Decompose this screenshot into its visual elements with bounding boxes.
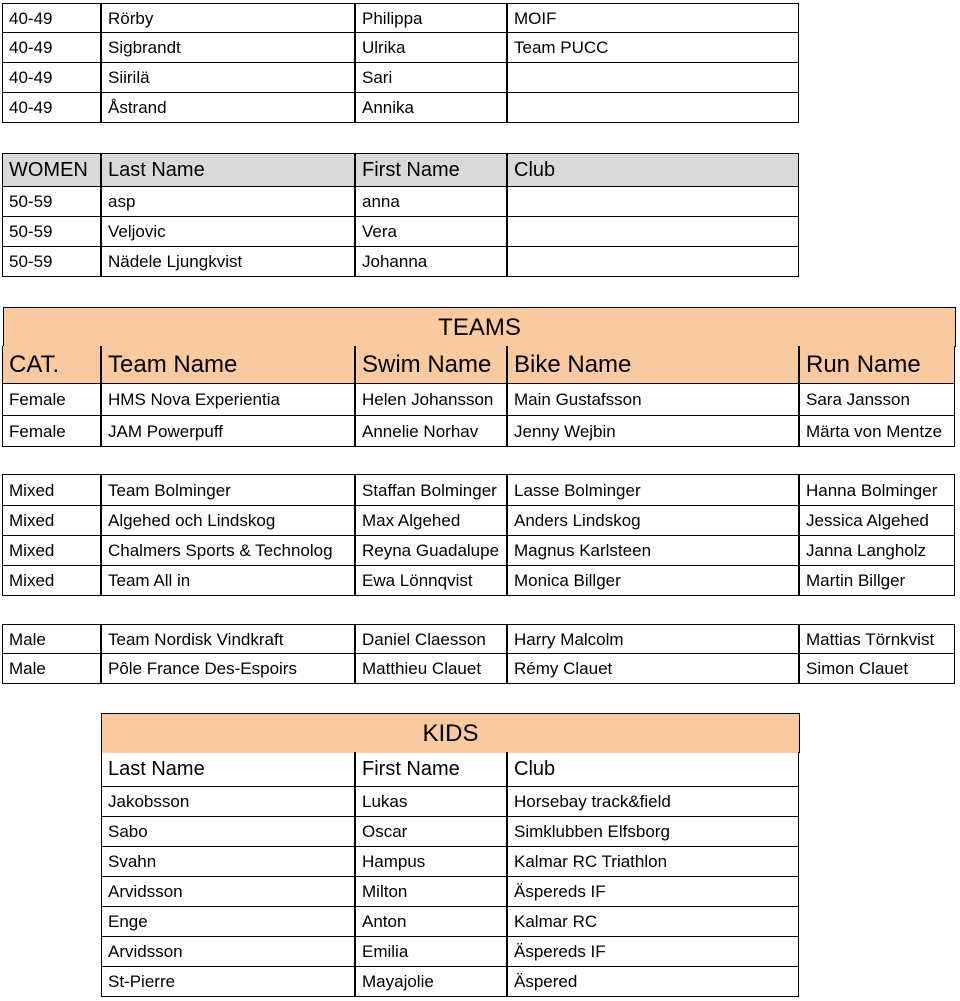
cat-cell: 50-59 bbox=[2, 187, 101, 217]
first-name-cell: Sari bbox=[355, 63, 507, 93]
team-name-cell: Team All in bbox=[101, 566, 355, 596]
bike-name-cell: Anders Lindskog bbox=[507, 506, 799, 536]
bike-name-cell: Magnus Karlsteen bbox=[507, 536, 799, 566]
bike-name-cell: Main Gustafsson bbox=[507, 384, 799, 416]
team-name-cell: Chalmers Sports & Technolog bbox=[101, 536, 355, 566]
club-cell bbox=[507, 217, 799, 247]
last-name-cell: Enge bbox=[101, 907, 355, 937]
cat-cell: Mixed bbox=[2, 536, 101, 566]
swim-name-cell: Helen Johansson bbox=[355, 384, 507, 416]
first-name-cell: Philippa bbox=[355, 3, 507, 33]
bike-name-cell: Rémy Clauet bbox=[507, 654, 799, 684]
club-cell: MOIF bbox=[507, 3, 799, 33]
kids-title: KIDS bbox=[101, 713, 800, 753]
column-header-run-name: Run Name bbox=[799, 346, 955, 384]
last-name-cell: Arvidsson bbox=[101, 877, 355, 907]
run-name-cell: Jessica Algehed bbox=[799, 506, 955, 536]
run-name-cell: Janna Langholz bbox=[799, 536, 955, 566]
teams-title: TEAMS bbox=[3, 307, 956, 347]
first-name-cell: Emilia bbox=[355, 937, 507, 967]
column-header-first-name: First Name bbox=[355, 752, 507, 787]
run-name-cell: Mattias Törnkvist bbox=[799, 624, 955, 654]
column-header-last-name: Last Name bbox=[101, 153, 355, 187]
run-name-cell: Sara Jansson bbox=[799, 384, 955, 416]
last-name-cell: asp bbox=[101, 187, 355, 217]
column-header-club: Club bbox=[507, 752, 799, 787]
column-header-cat: WOMEN bbox=[2, 153, 101, 187]
first-name-cell: Hampus bbox=[355, 847, 507, 877]
cat-cell: Male bbox=[2, 624, 101, 654]
column-header-last-name: Last Name bbox=[101, 752, 355, 787]
cat-cell: Mixed bbox=[2, 474, 101, 506]
swim-name-cell: Max Algehed bbox=[355, 506, 507, 536]
column-header-first-name: First Name bbox=[355, 153, 507, 187]
cat-cell: Male bbox=[2, 654, 101, 684]
swim-name-cell: Matthieu Clauet bbox=[355, 654, 507, 684]
swim-name-cell: Reyna Guadalupe bbox=[355, 536, 507, 566]
first-name-cell: Ulrika bbox=[355, 33, 507, 63]
column-header-cat: CAT. bbox=[2, 346, 101, 384]
club-cell bbox=[507, 63, 799, 93]
last-name-cell: St-Pierre bbox=[101, 967, 355, 997]
run-name-cell: Simon Clauet bbox=[799, 654, 955, 684]
club-cell bbox=[507, 93, 799, 123]
column-header-swim-name: Swim Name bbox=[355, 346, 507, 384]
team-name-cell: Pôle France Des-Espoirs bbox=[101, 654, 355, 684]
club-cell: Horsebay track&field bbox=[507, 787, 799, 817]
first-name-cell: anna bbox=[355, 187, 507, 217]
last-name-cell: Siirilä bbox=[101, 63, 355, 93]
first-name-cell: Lukas bbox=[355, 787, 507, 817]
first-name-cell: Oscar bbox=[355, 817, 507, 847]
cat-cell: Female bbox=[2, 416, 101, 447]
team-name-cell: Algehed och Lindskog bbox=[101, 506, 355, 536]
bike-name-cell: Monica Billger bbox=[507, 566, 799, 596]
swim-name-cell: Daniel Claesson bbox=[355, 624, 507, 654]
column-header-bike-name: Bike Name bbox=[507, 346, 799, 384]
swim-name-cell: Annelie Norhav bbox=[355, 416, 507, 447]
bike-name-cell: Lasse Bolminger bbox=[507, 474, 799, 506]
club-cell: Kalmar RC Triathlon bbox=[507, 847, 799, 877]
cat-cell: Mixed bbox=[2, 566, 101, 596]
bike-name-cell: Jenny Wejbin bbox=[507, 416, 799, 447]
club-cell: Äspereds IF bbox=[507, 937, 799, 967]
last-name-cell: Sigbrandt bbox=[101, 33, 355, 63]
first-name-cell: Annika bbox=[355, 93, 507, 123]
swim-name-cell: Ewa Lönnqvist bbox=[355, 566, 507, 596]
last-name-cell: Jakobsson bbox=[101, 787, 355, 817]
column-header-team-name: Team Name bbox=[101, 346, 355, 384]
last-name-cell: Sabo bbox=[101, 817, 355, 847]
last-name-cell: Rörby bbox=[101, 3, 355, 33]
column-header-club: Club bbox=[507, 153, 799, 187]
cat-cell: 40-49 bbox=[2, 93, 101, 123]
team-name-cell: HMS Nova Experientia bbox=[101, 384, 355, 416]
run-name-cell: Märta von Mentze bbox=[799, 416, 955, 447]
first-name-cell: Anton bbox=[355, 907, 507, 937]
last-name-cell: Veljovic bbox=[101, 217, 355, 247]
bike-name-cell: Harry Malcolm bbox=[507, 624, 799, 654]
run-name-cell: Hanna Bolminger bbox=[799, 474, 955, 506]
club-cell: Äspereds IF bbox=[507, 877, 799, 907]
club-cell bbox=[507, 247, 799, 277]
cat-cell: 50-59 bbox=[2, 247, 101, 277]
cat-cell: 40-49 bbox=[2, 63, 101, 93]
cat-cell: Mixed bbox=[2, 506, 101, 536]
first-name-cell: Vera bbox=[355, 217, 507, 247]
first-name-cell: Mayajolie bbox=[355, 967, 507, 997]
team-name-cell: Team Nordisk Vindkraft bbox=[101, 624, 355, 654]
swim-name-cell: Staffan Bolminger bbox=[355, 474, 507, 506]
cat-cell: 40-49 bbox=[2, 33, 101, 63]
last-name-cell: Svahn bbox=[101, 847, 355, 877]
run-name-cell: Martin Billger bbox=[799, 566, 955, 596]
last-name-cell: Arvidsson bbox=[101, 937, 355, 967]
club-cell: Äspered bbox=[507, 967, 799, 997]
first-name-cell: Milton bbox=[355, 877, 507, 907]
cat-cell: 50-59 bbox=[2, 217, 101, 247]
club-cell bbox=[507, 187, 799, 217]
first-name-cell: Johanna bbox=[355, 247, 507, 277]
team-name-cell: Team Bolminger bbox=[101, 474, 355, 506]
team-name-cell: JAM Powerpuff bbox=[101, 416, 355, 447]
cat-cell: Female bbox=[2, 384, 101, 416]
club-cell: Kalmar RC bbox=[507, 907, 799, 937]
club-cell: Team PUCC bbox=[507, 33, 799, 63]
club-cell: Simklubben Elfsborg bbox=[507, 817, 799, 847]
last-name-cell: Nädele Ljungkvist bbox=[101, 247, 355, 277]
cat-cell: 40-49 bbox=[2, 3, 101, 33]
last-name-cell: Åstrand bbox=[101, 93, 355, 123]
